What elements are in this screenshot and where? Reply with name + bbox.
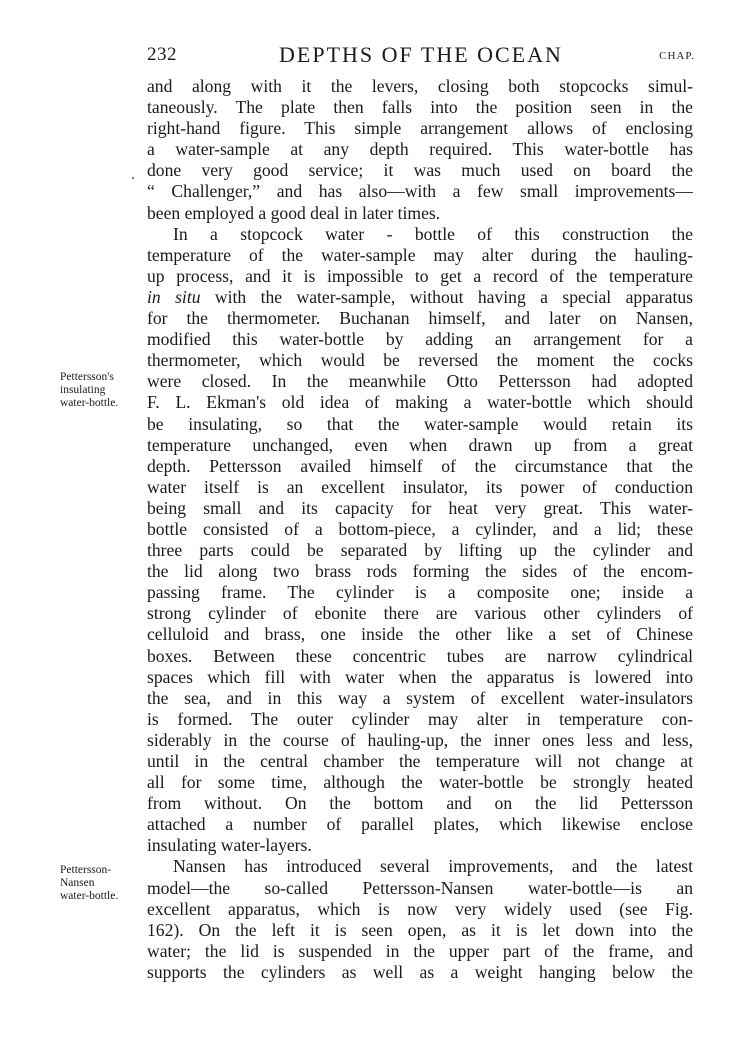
text-line: 162). On the left it is seen open, as it is let down into the <box>147 919 693 940</box>
italic-in-situ: in situ <box>147 286 201 307</box>
text-line: the sea, and in this way a system of excellent water-insulators <box>147 687 693 708</box>
text-line: excellent apparatus, which is now very widely used (see Fig. <box>147 898 693 919</box>
text-line: insulating water-layers. <box>147 835 312 856</box>
text-line: until in the central chamber the temperature will not change at <box>147 751 693 771</box>
text-line: a water-sample at any depth required. This water-bottle has <box>147 139 693 160</box>
text-line: celluloid and brass, one inside the other like a set of Chinese <box>147 624 693 645</box>
text-line: spaces which fill with water when the apparatus is lowered into <box>147 666 693 687</box>
body-text <box>147 76 693 983</box>
text-line: been employed a good deal in later times. <box>147 202 441 223</box>
margin-note-line: Nansen <box>60 877 95 889</box>
text-line: done very good service; it was much used on board the <box>147 160 693 181</box>
text-line: passing frame. The cylinder is a composite one; inside a <box>147 582 693 603</box>
margin-note-line: insulating <box>60 384 106 396</box>
print-speck <box>132 177 134 179</box>
margin-note-line: Pettersson's <box>60 371 114 383</box>
text-line-in-situ: in situ with the water-sample, without having a special apparatus <box>147 286 693 307</box>
paragraph-start-line: Nansen has introduced several improvements, and the latest <box>173 856 693 877</box>
text-line: being small and its capacity for heat very great. This water- <box>147 497 693 518</box>
text-line: temperature of the water-sample may alter during the hauling- <box>147 244 693 265</box>
text-line: temperature unchanged, even when drawn up from a great <box>147 434 693 455</box>
text-line: right-hand figure. This simple arrangement allows of enclosing <box>147 118 693 139</box>
margin-note-line: Pettersson- <box>60 864 112 876</box>
text-line: model—the so-called Pettersson-Nansen water-bottle—is an <box>147 877 693 898</box>
text-line: three parts could be separated by lifting up the cylinder and <box>147 540 693 561</box>
chapter-label: CHAP. <box>659 50 695 62</box>
text-line: supports the cylinders as well as a weight hanging below the <box>147 961 693 982</box>
text-line: taneously. The plate then falls into the position seen in the <box>147 97 693 118</box>
text-line: modified this water-bottle by adding an arrangement for a <box>147 329 693 350</box>
paragraph-start-line: In a stopcock water - bottle of this construction the <box>173 223 693 244</box>
page-number: 232 <box>147 44 177 65</box>
text-line: water; the lid is suspended in the upper part of the frame, and <box>147 940 693 961</box>
text-line: the lid along two brass rods forming the sides of the encom- <box>147 561 693 582</box>
text-line: siderably in the course of hauling-up, the inner ones less and less, <box>147 729 693 750</box>
margin-note-insulating-water-bottle <box>60 371 142 410</box>
text-line: all for some time, although the water-bottle be strongly heated <box>147 772 693 793</box>
running-title: DEPTHS OF THE OCEAN <box>279 42 563 67</box>
text-line: “ Challenger,” and has also—with a few small improvements— <box>147 181 693 202</box>
text-line: thermometer, which would be reversed the moment the cocks <box>147 350 693 371</box>
text-line: boxes. Between these concentric tubes are narrow cylindrical <box>147 645 693 666</box>
text-line: and along with it the levers, closing both stopcocks simul- <box>147 76 693 96</box>
text-line: be insulating, so that the water-sample would retain its <box>147 413 693 434</box>
text-line: depth. Pettersson availed himself of the circumstance that the <box>147 455 693 476</box>
text-line: from without. On the bottom and on the lid Pettersson <box>147 793 693 814</box>
text-line: up process, and it is impossible to get a record of the temperature <box>147 265 693 286</box>
text-line: were closed. In the meanwhile Otto Pettersson had adopted <box>147 371 693 392</box>
margin-note-line: water-bottle. <box>60 397 119 409</box>
text-line: strong cylinder of ebonite there are various other cylinders of <box>147 603 693 624</box>
margin-note-line: water-bottle. <box>60 890 119 902</box>
text-line: water itself is an excellent insulator, its power of conduction <box>147 476 693 497</box>
text-line: bottle consisted of a bottom-piece, a cylinder, and a lid; these <box>147 518 693 539</box>
margin-note-pettersson-nansen <box>60 864 142 903</box>
text-line: attached a number of parallel plates, which likewise enclose <box>147 814 693 835</box>
text-line: is formed. The outer cylinder may alter in temperature con- <box>147 708 693 729</box>
text-line: for the thermometer. Buchanan himself, and later on Nansen, <box>147 308 693 329</box>
running-head <box>147 42 695 68</box>
text-line: F. L. Ekman's old idea of making a water-bottle which should <box>147 392 693 413</box>
